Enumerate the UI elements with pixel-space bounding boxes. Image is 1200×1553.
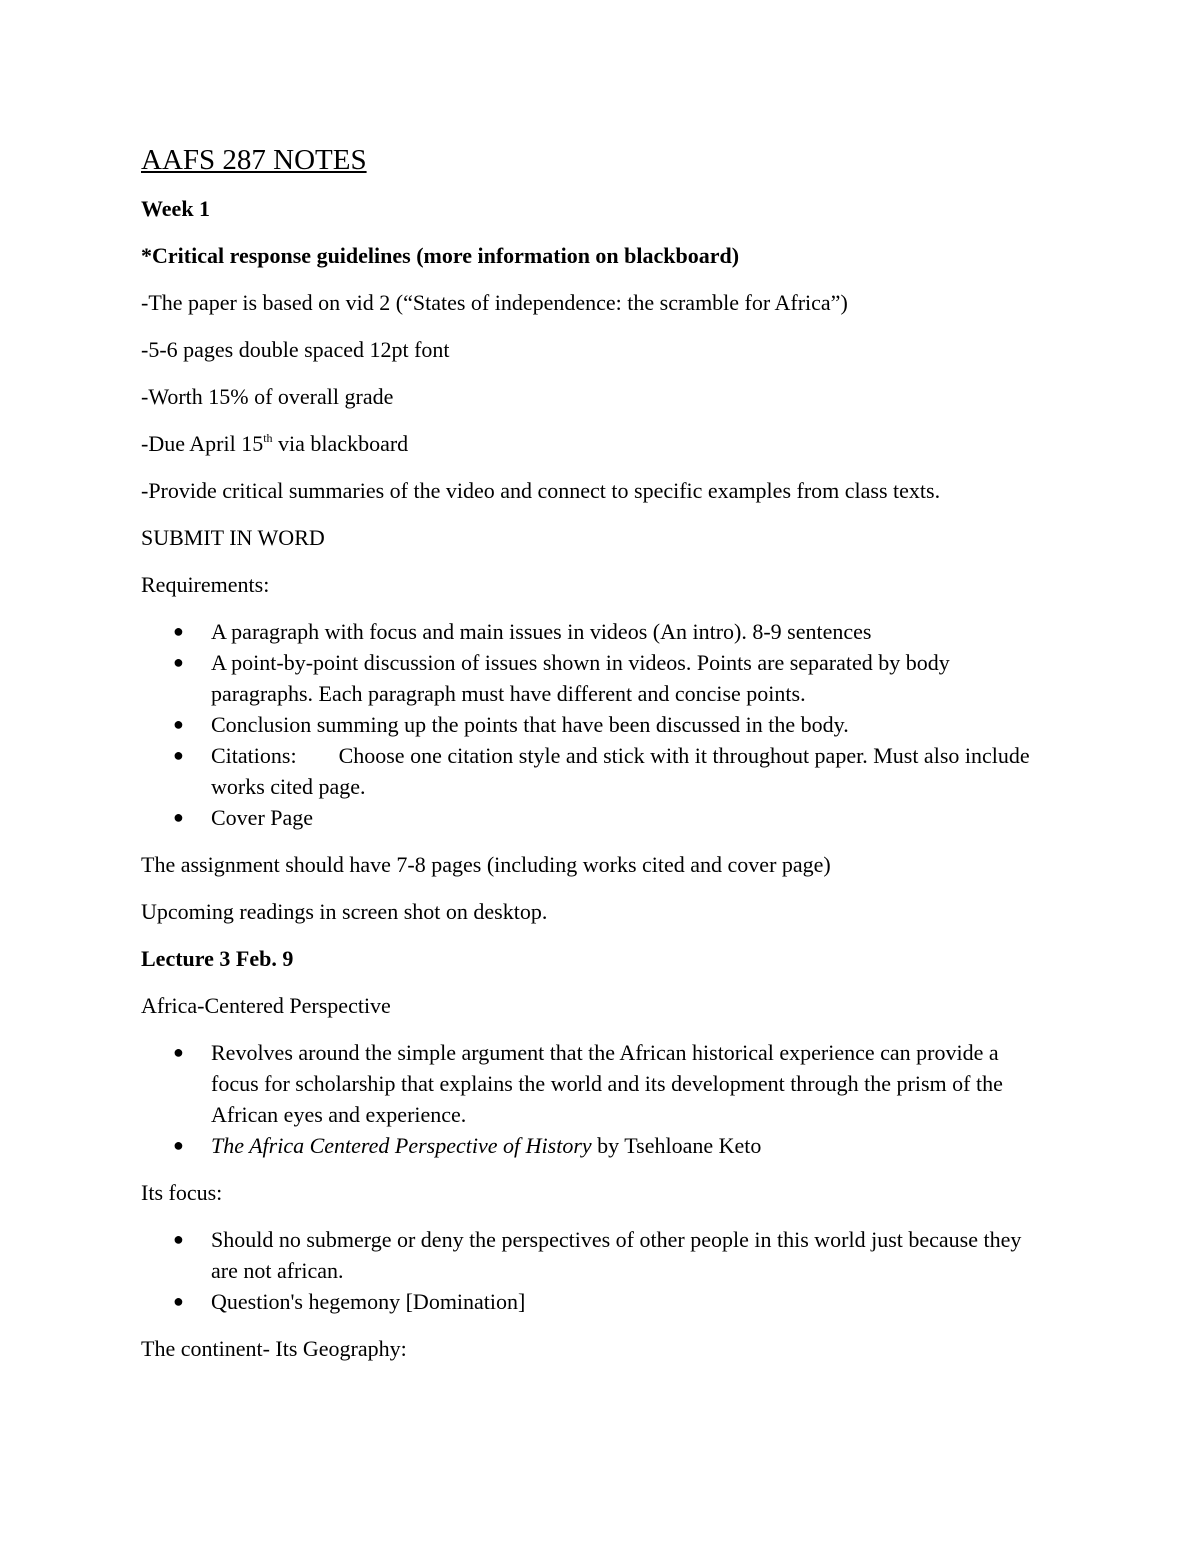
requirement-text: A paragraph with focus and main issues in videos (An intro). 8-9 sentences — [211, 619, 872, 644]
book-author: by Tsehloane Keto — [591, 1133, 762, 1158]
bullet-icon: ● — [173, 652, 184, 672]
citations-text: Choose one citation style and stick with it throughout paper. Must also include works cited page. — [211, 743, 1030, 799]
submit-instruction: SUBMIT IN WORD — [141, 525, 325, 550]
list-item — [141, 1286, 1041, 1317]
list-item — [141, 1130, 1041, 1161]
perspective-title: Africa-Centered Perspective — [141, 993, 391, 1018]
bullet-icon: ● — [173, 714, 184, 734]
bullet-icon: ● — [173, 1291, 184, 1311]
lecture-heading: Lecture 3 Feb. 9 — [141, 946, 294, 971]
bullet-icon: ● — [173, 745, 184, 765]
document-page — [141, 140, 1041, 1380]
perspective-text: Revolves around the simple argument that the African historical experience can provide a focus for scholarship that explains the world and its development through the prism of the African eyes and experience. — [211, 1040, 1003, 1127]
list-item — [141, 740, 1041, 802]
focus-text: Should no submerge or deny the perspectives of other people in this world just because they are not african. — [211, 1227, 1022, 1283]
requirements-label: Requirements: — [141, 572, 270, 597]
week-heading: Week 1 — [141, 196, 211, 221]
guideline-item: -The paper is based on vid 2 (“States of independence: the scramble for Africa”) — [141, 290, 848, 315]
due-date-rest: via blackboard — [272, 431, 409, 456]
document-title: AAFS 287 NOTES — [141, 144, 367, 176]
list-item — [141, 647, 1041, 709]
due-date-suffix: th — [263, 431, 273, 445]
bullet-icon: ● — [173, 1229, 184, 1249]
bullet-icon: ● — [173, 1135, 184, 1155]
requirements-list — [141, 616, 1041, 833]
list-item — [141, 616, 1041, 647]
requirement-text: Cover Page — [211, 805, 314, 830]
due-date-text: -Due April 15 — [141, 431, 264, 456]
guideline-item: -5-6 pages double spaced 12pt font — [141, 337, 450, 362]
list-item — [141, 1224, 1041, 1286]
citations-label: Citations: — [211, 743, 297, 768]
assignment-length: The assignment should have 7-8 pages (including works cited and cover page) — [141, 852, 831, 877]
due-date-line — [141, 428, 1041, 459]
bullet-icon: ● — [173, 807, 184, 827]
guidelines-heading: *Critical response guidelines (more information on blackboard) — [141, 243, 740, 268]
provide-line: -Provide critical summaries of the video and connect to specific examples from class texts. — [141, 478, 941, 503]
geography-heading: The continent- Its Geography: — [141, 1336, 407, 1361]
list-item — [141, 1037, 1041, 1130]
focus-label: Its focus: — [141, 1180, 223, 1205]
list-item — [141, 709, 1041, 740]
focus-text: Question's hegemony [Domination] — [211, 1289, 526, 1314]
perspective-list — [141, 1037, 1041, 1161]
upcoming-readings: Upcoming readings in screen shot on desktop. — [141, 899, 548, 924]
focus-list — [141, 1224, 1041, 1317]
requirement-text: A point-by-point discussion of issues shown in videos. Points are separated by body paragraphs. Each paragraph must have different and concise points. — [211, 650, 950, 706]
book-title: The Africa Centered Perspective of History — [211, 1133, 592, 1158]
requirement-text: Conclusion summing up the points that have been discussed in the body. — [211, 712, 849, 737]
bullet-icon: ● — [173, 621, 184, 641]
guideline-item: -Worth 15% of overall grade — [141, 384, 394, 409]
bullet-icon: ● — [173, 1042, 184, 1062]
list-item — [141, 802, 1041, 833]
